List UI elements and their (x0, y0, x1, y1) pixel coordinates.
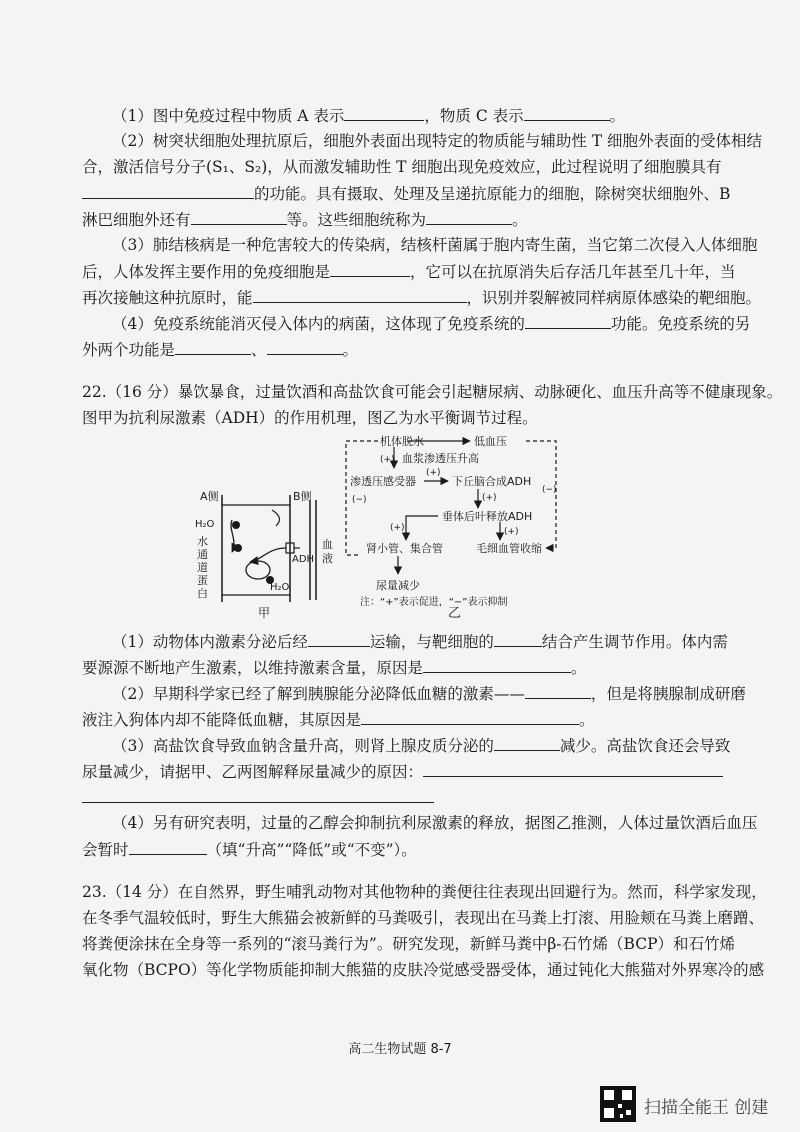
figure-yi-label: 乙 (448, 606, 462, 621)
answer-blank[interactable] (525, 683, 591, 699)
q22-part2-line2: 液注入狗体内却不能降低血糖，其原因是 。 (82, 711, 595, 729)
node-kidney: 肾小管、集合管 (366, 542, 443, 555)
vesicle (246, 561, 270, 579)
qr-code-icon (600, 1086, 636, 1122)
q22-part3-line3 (82, 787, 742, 808)
answer-blank[interactable] (423, 761, 723, 777)
q21-part2-line4: 淋巴细胞外还有 等。这些细胞统称为 。 (82, 211, 528, 229)
label-blood-char: 血 (322, 538, 333, 551)
q21-part3-line2: 后，人体发挥主要作用的免疫细胞是 ，它可以在抗原消失后存活几年甚至几十年，当 (82, 263, 736, 281)
figure-jia (195, 490, 333, 620)
sign-minus: (−) (542, 485, 557, 495)
answer-blank[interactable] (494, 631, 542, 647)
label-aqp-char: 蛋 (197, 574, 208, 587)
answer-blank[interactable] (361, 709, 579, 725)
label-h2o-top: H₂O (195, 519, 215, 530)
node-plasma-osmo: 血浆渗透压升高 (402, 452, 479, 465)
sign-plus: (+) (390, 523, 405, 533)
answer-blank[interactable] (308, 631, 370, 647)
vesicle-path (272, 510, 279, 526)
q21-part3-line3: 再次接触这种抗原时，能 ，识别并裂解被同样病原体感染的靶细胞。 (82, 289, 762, 307)
answer-blank[interactable] (494, 735, 560, 751)
q22-part2-line1: （2）早期科学家已经了解到胰腺能分泌降低血糖的激素—— ，但是将胰腺制成研磨 (112, 685, 746, 703)
label-side-b: B侧 (293, 490, 312, 503)
q22-intro-line1: 22.（16 分）暴饮暴食，过量饮酒和高盐饮食可能会引起糖尿病、动脉硬化、血压升高等不健康现象。 (82, 383, 783, 401)
sign-minus: (−) (352, 495, 367, 505)
q22-intro-line2: 图甲为抗利尿激素（ADH）的作用机理，图乙为水平衡调节过程。 (82, 409, 538, 427)
label-h2o-bottom: H₂O (270, 582, 290, 593)
sign-plus: (+) (426, 468, 441, 478)
sign-plus: (+) (380, 455, 395, 465)
q22-part3-line2: 尿量减少，请据甲、乙两图解释尿量减少的原因： (82, 761, 742, 782)
figure-yi (346, 434, 557, 621)
node-urine: 尿量减少 (376, 579, 420, 592)
q23-line2: 在冬季气温较低时，野生大熊猫会被新鲜的马粪吸引，表现出在马粪上打滚、用脸颊在马粪上磨蹭、 (82, 909, 765, 927)
label-aqp-char: 道 (197, 561, 208, 574)
q21-part4-line1: （4）免疫系统能消灭侵入体内的病菌，这体现了免疫系统的 功能。免疫系统的另 (112, 315, 751, 333)
q21-part2-line3: 的功能。具有摄取、处理及呈递抗原能力的细胞，除树突状细胞外、B (82, 183, 742, 204)
q21-part4-line2: 外两个功能是 、 。 (82, 341, 359, 359)
label-aqp-char: 白 (197, 587, 208, 600)
label-adh: ADH (292, 554, 315, 565)
answer-blank[interactable] (82, 787, 434, 803)
label-blood-char: 液 (322, 552, 333, 565)
scanner-watermark: 扫描全能王 创建 (600, 1086, 790, 1122)
q22-part4-line1: （4）另有研究表明，过量的乙醇会抑制抗利尿激素的释放，据图乙推测，人体过量饮酒后血压 (112, 814, 758, 832)
node-osmoreceptor: 渗透压感受器 (350, 475, 416, 488)
node-capillary: 毛细血管收缩 (476, 542, 542, 555)
answer-blank[interactable] (129, 839, 207, 855)
water-channel-protein (234, 544, 242, 552)
q23-line1: 23.（14 分）在自然界，野生哺乳动物对其他物种的粪便往往表现出回避行为。然而，科学家发现， (82, 883, 767, 901)
q21-part3-line1: （3）肺结核病是一种危害较大的传染病，结核杆菌属于胞内寄生菌，当它第二次侵入人体细胞 (112, 236, 758, 254)
signal-arrow (250, 548, 286, 562)
node-low-bp: 低血压 (474, 435, 507, 448)
page-footer: 高二生物试题 8-7 (348, 1042, 452, 1057)
q23-line4: 氧化物（BCPO）等化学物质能抑制大熊猫的皮肤冷觉感受器受体，通过钝化大熊猫对外界寒冷的感 (82, 961, 765, 979)
sign-plus: (+) (504, 527, 519, 537)
q22-part4-line2: 会暂时 （填“升高”“降低”或“不变”）。 (82, 841, 417, 859)
node-dehydration: 机体脱水 (380, 435, 424, 448)
label-aqp-char: 通 (197, 548, 208, 561)
answer-blank[interactable] (423, 657, 571, 673)
figure-jia-label: 甲 (258, 606, 271, 620)
q21-part1: （1）图中免疫过程中物质 A 表示 ，物质 C 表示 。 (112, 107, 626, 125)
water-channel-protein (232, 521, 240, 529)
node-pituitary: 垂体后叶释放ADH (442, 510, 533, 523)
q21-part2-line2: 合，激活信号分子(S₁、S₂)，从而激发辅助性 T 细胞出现免疫效应，此过程说明了细胞膜具有 (82, 158, 722, 176)
q23-line3: 将粪便涂抹在全身等一系列的“滚马粪行为”。研究发现，新鲜马粪中β-石竹烯（BCP）和石竹烯 (82, 935, 736, 953)
label-side-a: A侧 (200, 490, 219, 503)
q22-part1-line2: 要源源不断地产生激素，以维持激素含量，原因是 。 (82, 659, 587, 677)
arrow-to-kidney (406, 516, 438, 540)
q22-part1-line1: （1）动物体内激素分泌后经 运输，与靶细胞的 结合产生调节作用。体内需 (112, 633, 728, 651)
label-aqp-char: 水 (197, 535, 208, 548)
node-hypothalamus: 下丘脑合成ADH (452, 475, 532, 488)
figure-note: 注：“+”表示促进，“−”表示抑制 (360, 597, 508, 608)
q21-part2-line1: （2）树突状细胞处理抗原后，细胞外表面出现特定的物质能与辅助性 T 细胞外表面的受体相结 (112, 132, 763, 150)
q22-part3-line1: （3）高盐饮食导致血钠含量升高，则肾上腺皮质分泌的 减少。高盐饮食还会导致 (112, 737, 731, 755)
sign-plus: (+) (482, 493, 497, 503)
